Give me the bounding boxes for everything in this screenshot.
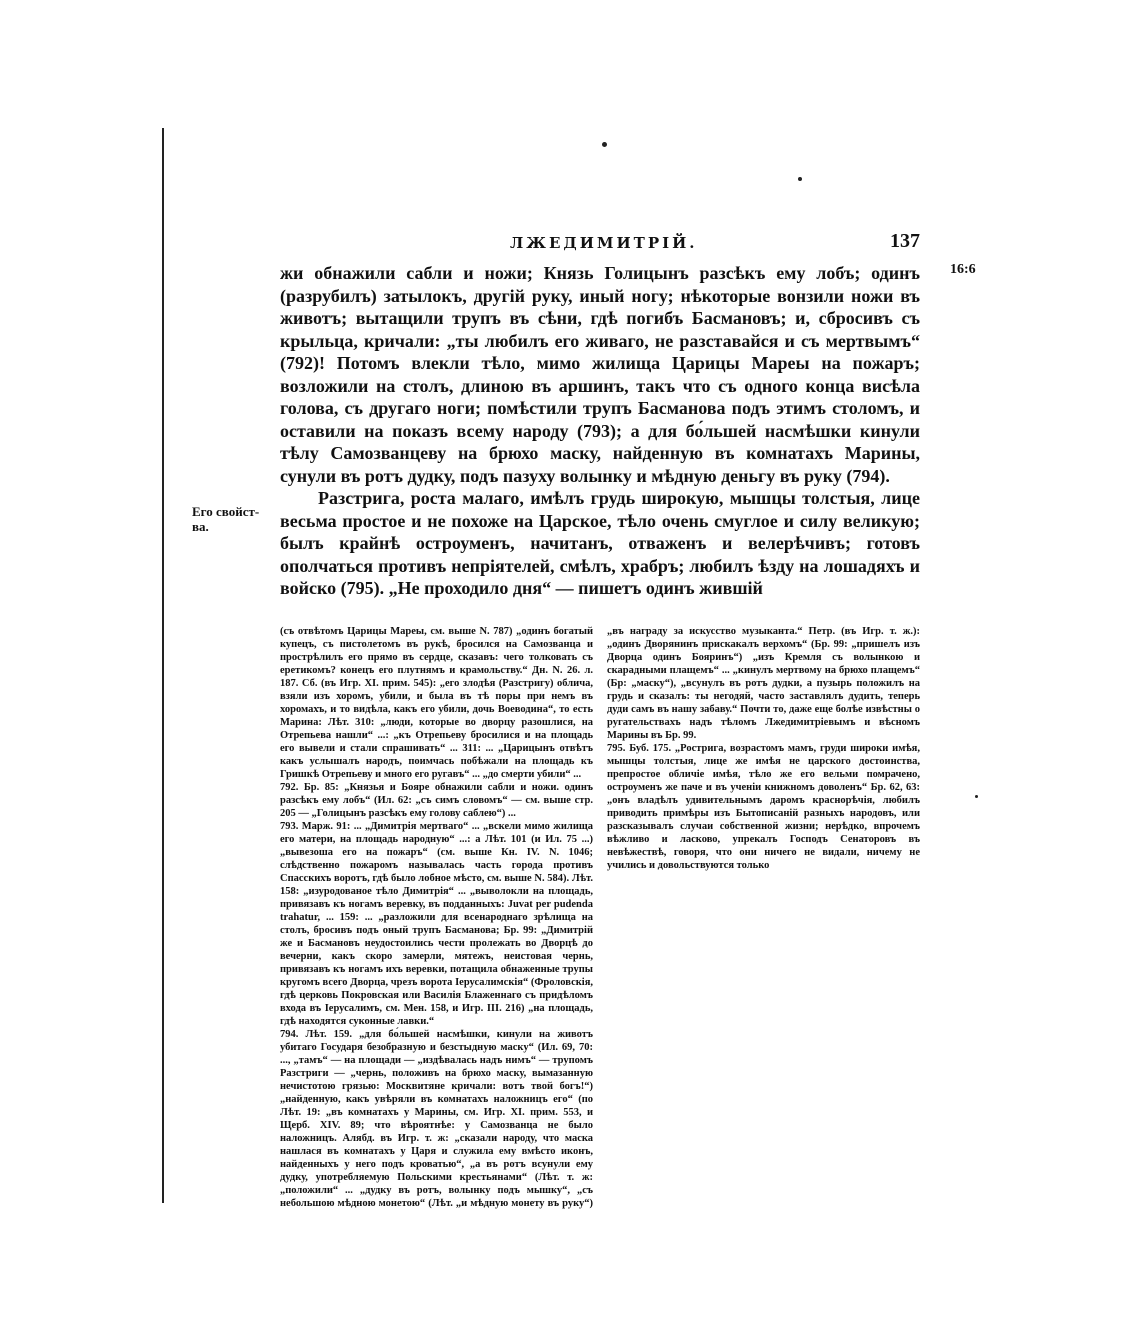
main-text bbox=[280, 262, 920, 600]
footnotes bbox=[280, 625, 920, 1221]
footnote: 793. Марж. 91: ... „Димитрія мертваго“ ... „вскели мимо жилища его матери, на площадь народную“ ...: а Лѣт. 101 (и Ил. 75 ...) „вывезоша его на пожаръ“ (см. выше Кн. IV. N. 1046; слѣдственно пожаромъ называлась часть города противъ Спасскихъ воротъ, гдѣ было лобное мѣсто, см. выше N. 584). Лѣт. 158: „изуродованое тѣло Димитрія“ ... „выволокли на площадь, привязавъ къ ногамъ веревку, въ подданныхъ: Juvat per pudenda trahatur, ... 159: ... „разложили для всенароднаго зрѣлища на столъ, бросивъ подъ оный трупъ Басманова; Бр. 99: „Димитрій же и Басмановъ неудостоились чести пролежать во Дворцѣ до вечерни, какъ скоро замерли, мятежъ, неистовая чернь, привязавъ къ ногамъ ихъ веревки, потащила обнаженные трупы кругомъ всего Дворца, чрезъ ворота Іерусалимскія“ (Фроловскія, гдѣ церковь Покровская или Василія Блаженнаго съ придѣломъ входа въ Іерусалимъ, см. Мен. 158, и Игр. III. 216) „на площадь, гдѣ находятся суконные лавки.“ bbox=[280, 821, 593, 1027]
running-head bbox=[280, 230, 920, 258]
scan-speck bbox=[975, 795, 978, 798]
scan-edge-rule bbox=[162, 128, 164, 1203]
main-paragraph: Разстрига, роста малаго, имѣлъ грудь широкую, мышцы толстыя, лице весьма простое и не похоже на Царское, тѣло очень смуглое и силу великую; былъ крайнѣ остроуменъ, начитанъ, отваженъ и велерѣчивъ; готовъ ополчаться противъ непріятелей, смѣлъ, храбръ; любилъ ѣзду на лошадяхъ и войско (795). „Не проходило дня“ — пишетъ одинъ жившій bbox=[280, 488, 920, 598]
main-paragraph: жи обнажили сабли и ножи; Князь Голицынъ разсѣкъ ему лобъ; одинъ (разрубилъ) затылокъ, другій руку, иный ногу; нѣкоторые вонзили ножи въ животъ; вытащили трупъ въ сѣни, гдѣ погибъ Басмановъ; и, сбросивъ съ крыльца, кричали: „ты любилъ его живаго, не разставайся и съ мертвымъ“ (792)! Потомъ влекли тѣло, мимо жилища Царицы Мареы на пожаръ; возложили на столъ, длиною въ аршинъ, такъ что съ одного конца висѣла голова, съ другаго ноги; помѣстили трупъ Басманова подъ этимъ столомъ, и оставили на показъ всему народу (793); а для бо́льшей насмѣшки кинули тѣлу Самозванцеву на брюхо маску, найденную въ комнатахъ Марины, сунули въ ротъ дудку, подъ пазуху волынку и мѣдную деньгу въ руку (794). bbox=[280, 263, 920, 486]
margin-year: 16:6 bbox=[950, 262, 976, 277]
running-head-title: ЛЖЕДИМИТРІЙ. bbox=[510, 234, 698, 252]
footnote: 792. Бр. 85: „Князья и Бояре обнажили сабли и ножи. одинъ разсѣкъ ему лобъ“ (Ил. 62: „съ симъ словомъ“ — см. выше стр. 205 — „Голицынъ разсѣкъ ему голову саблею“) ... bbox=[280, 782, 593, 819]
footnote: (съ отвѣтомъ Царицы Мареы, см. выше N. 787) „одинъ богатый купецъ, съ пистолетомъ въ рукѣ, бросился на Самозванца и прострѣлилъ его прямо въ сердце, сказавъ: чего толковать съ еретикомъ? конецъ его плутнямъ и крамольству.“ Дн. N. 26. л. 187. Сб. (въ Игр. XI. прим. 545): „его злодѣя (Разстригу) облича, взяли изъ хоромъ, убили, и была въ тѣ поры при немъ въ хоромахъ, и то видѣла, какъ его убили, дочь Воеводина“, то есть Марина: Лѣт. 310: „люди, которые во дворцу разошлися, на Отрепьева нашли“ ...: „къ Отрепьеву бросилися и на площадь его вывели и стали спрашивать“ ... 311: ... „Царицынъ отвѣтъ какъ услышалъ народъ, поимчась побѣжали на площадь къ Гришкѣ Отрепьеву и много его ругавъ“ ... „до смерти убили“ ... bbox=[280, 626, 593, 780]
footnote: 795. Буб. 175. „Рострига, возрастомъ мамъ, груди широки имѣя, мышцы толстыя, лице же имѣя не царского достоинства, препростое обличіе имѣя, тѣло же его вельми помрачено, остроуменъ же паче и въ ученіи книжномъ доволенъ“ Бр. 62, 63: „онъ владѣлъ удивительнымъ даромъ краснорѣчія, любилъ приводить примѣры изъ Бытописаній разныхъ народовъ, или разсказывалъ случаи собственной жизни; нерѣдко, впрочемъ вѣжливо и ласково, упрекалъ Господъ Сенаторовъ въ невѣжествѣ, говоря, что они ничего не видали, ничему не учились и довольствуются только bbox=[607, 743, 920, 871]
scan-speck bbox=[602, 142, 607, 147]
page-number: 137 bbox=[890, 230, 920, 252]
footnote: 794. Лѣт. 159. „для бо́льшей насмѣшки, кинули на животъ убитаго Государя безобразную и безстыдную маску“ (Ил. 69, 70: ..., „тамъ“ — на площади — „издѣвалась надъ нимъ“ — трупомъ Разстриги — „чернь, положивъ на брюхо маску, вымазанную нечистотою грязью: Москвитяне кричали: вотъ твой богъ!“) „найденную, какъ увѣряли въ комнатахъ наложницъ его“ (по Лѣт. 19: „въ комнатахъ у Марины, см. Игр. XI. прим. 553, и Щерб. XIV. 89; что вѣроятнѣе: у Самозванца не было наложницъ. Алябд. въ Игр. т. ж: „сказали народу, что маска нашлася въ комнатахъ у Царя и служила ему вмѣсто иконъ, найденныхъ у него подъ кроватью“, „а въ ротъ всунули ему дудку, употребляемую Польскими крестьянами“ (Лѣт. т. ж: „положили“ ... „дудку въ ротъ, волынку подъ мышку“, „съ небольшою мѣдною монетою“ (Лѣт. „и мѣдную монету въ руку“) „въ награду за искусство музыканта.“ Петр. (въ Игр. т. ж.): „одинъ Дворянинъ прискакалъ верхомъ“ (Бр. 99: „пришелъ изъ Дворца одинъ Бояринъ“) „изъ Кремля съ волынкою и скарадными плащемъ“ ... „кинулъ мертвому на брюхо плащемъ“ (Бр: „маску“), „всунулъ въ ротъ дудки, а пузырь положилъ на грудь и сказалъ: ты негодяй, часто заставлялъ дудить, теперь дуди самъ въ нашу забаву.“ Почти то, даже еще болѣе извѣстны о ругательствахъ надъ тѣломъ Лжедимитріевымъ и вѣсномъ Марины въ Бр. 99. bbox=[280, 626, 920, 1209]
scan-speck bbox=[798, 177, 802, 181]
margin-note: Его свойст-ва. bbox=[192, 504, 260, 534]
